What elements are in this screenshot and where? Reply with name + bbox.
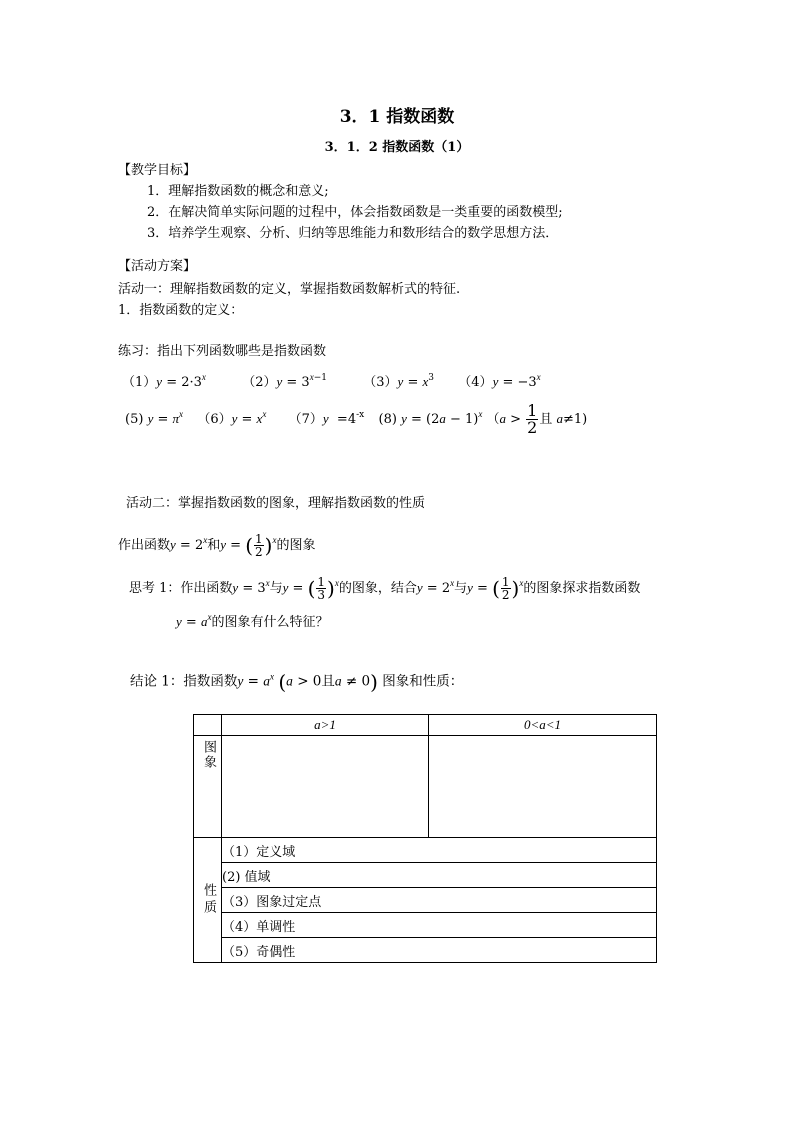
draw-instruction: 作出函数$y = 2^x$和y = ( $\frac{1}{2}$ )$^x$的图象 bbox=[118, 532, 316, 559]
fraction-one-half: $\frac{1}{2}$ bbox=[527, 401, 538, 437]
exercise-label-2: （2） bbox=[242, 375, 277, 390]
conclusion-1: 结论 1：指数函数$y = a^x$ (a > 0且a ≠ 0) 图象和性质： bbox=[130, 670, 464, 694]
property-monotonicity: （4）单调性 bbox=[222, 913, 657, 938]
image-cell-a-gt-1 bbox=[222, 736, 429, 838]
row-header-properties: 性质 bbox=[194, 838, 222, 963]
exercise-label-3: （3） bbox=[363, 375, 398, 390]
condition-and: 且 bbox=[539, 412, 553, 427]
exercise-row-1: $(1)y = 2\cdot 3^x$ $(2)y = 3^{x-1}$ $(3)y = x^3$ $(4)y = -3^x$ bbox=[122, 372, 541, 390]
page-subtitle: 3．1．2 指数函数（1） bbox=[324, 140, 470, 155]
property-fixed-point: （3）图象过定点 bbox=[222, 888, 657, 913]
activity-1: 活动一：理解指数函数的定义，掌握指数函数解析式的特征. bbox=[118, 282, 461, 297]
property-parity: （5）奇偶性 bbox=[222, 938, 657, 963]
exercise-label-8: (8) bbox=[378, 412, 397, 427]
goal-item: 3．培养学生观察、分析、归纳等思维能力和数形结合的数学思想方法． bbox=[147, 226, 559, 241]
property-range: (2) 值域 bbox=[222, 863, 657, 888]
exercise-label: 练习：指出下列函数哪些是指数函数 bbox=[118, 344, 327, 359]
activity-2: 活动二：掌握指数函数的图象，理解指数函数的性质 bbox=[126, 496, 426, 511]
goal-item: 2．在解决简单实际问题的过程中，体会指数函数是一类重要的函数模型; bbox=[147, 205, 563, 220]
corner-cell bbox=[194, 715, 222, 736]
think-question: 思考 1：作出函数$y = 3^x$与y = ( $\frac{1}{3}$ )$^x$的图象，结合$y = 2^x$与y = ( $\frac{1}{2}$ )$^x$的图象探求指数函数 bbox=[129, 575, 641, 602]
definition-label: 1．指数函数的定义： bbox=[118, 303, 244, 318]
property-domain: （1）定义域 bbox=[222, 838, 657, 863]
exercise-label-1: （1） bbox=[122, 375, 157, 390]
think-question-line-2: $y = a^x$的图象有什么特征？ bbox=[176, 612, 329, 630]
exercise-label-4: （4） bbox=[458, 375, 493, 390]
row-header-image: 图象 bbox=[194, 736, 222, 838]
col-header-a-gt-1: a>1 bbox=[222, 715, 429, 736]
exercise-label-6: （6） bbox=[197, 412, 232, 427]
goals-heading: 【教学目标】 bbox=[118, 163, 197, 178]
plan-heading: 【活动方案】 bbox=[118, 259, 197, 274]
exercise-row-2: (5) $y = \pi^x$ $(6)y = x^x$ $(7)y =4^{-x}$ (8) $y = (2a - 1)^x$ （a > $\frac{1}{2}$ 且 a≠1) bbox=[125, 401, 588, 437]
goal-item: 1．理解指数函数的概念和意义; bbox=[147, 184, 329, 199]
page-title: 3．1 指数函数 bbox=[339, 107, 455, 127]
image-cell-a-lt-1 bbox=[429, 736, 657, 838]
exercise-label-7: （7） bbox=[288, 412, 323, 427]
col-header-a-lt-1: 0<a<1 bbox=[429, 715, 657, 736]
exercise-label-5: (5) bbox=[125, 412, 144, 427]
properties-table bbox=[193, 714, 657, 963]
